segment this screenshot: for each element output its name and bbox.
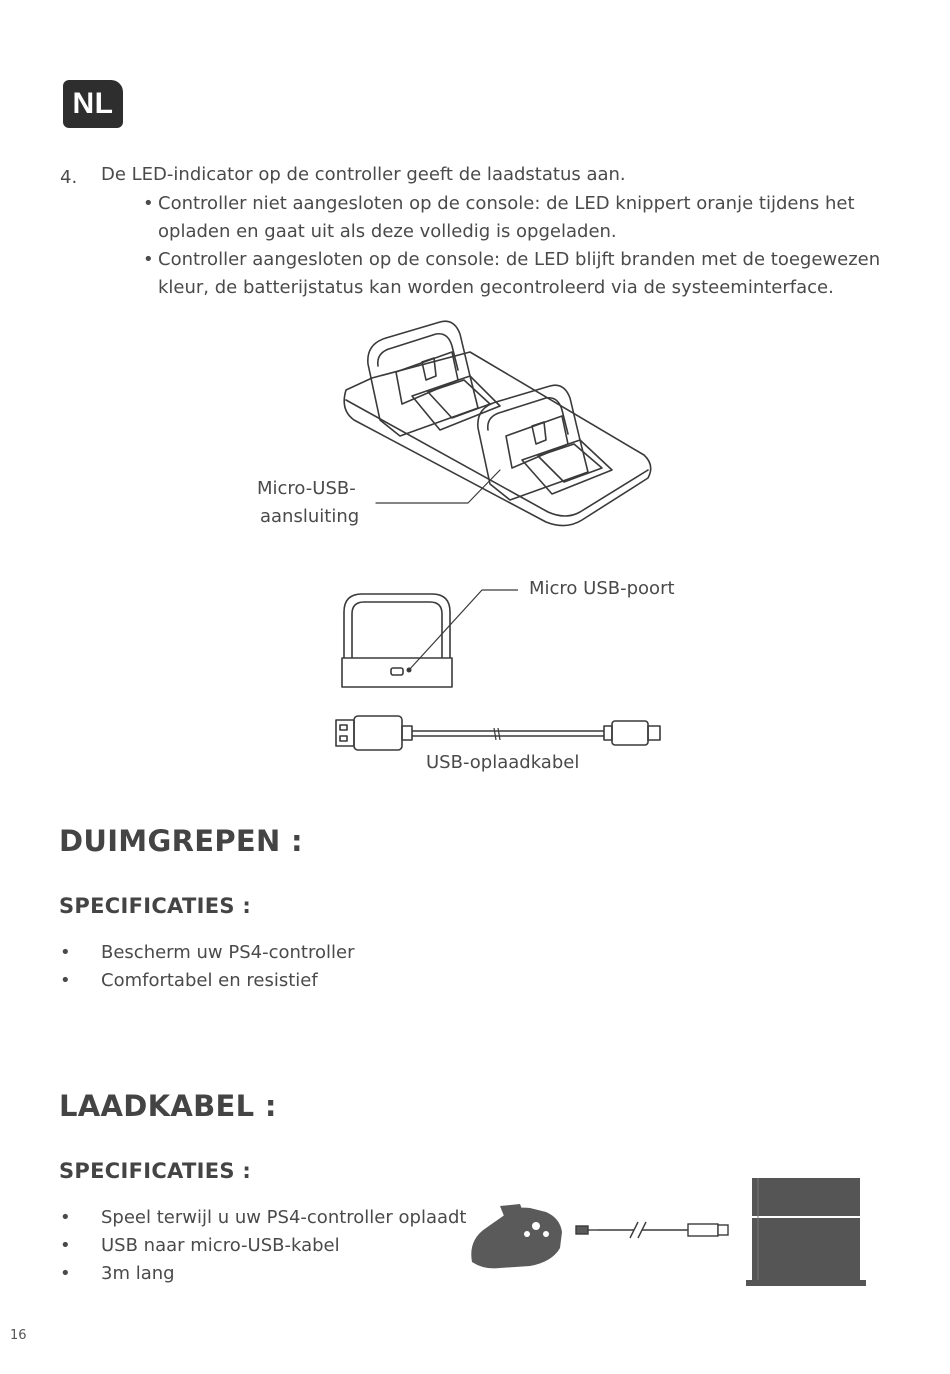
language-badge: NL bbox=[63, 80, 123, 128]
step-bullet-text: Controller aangesloten op de console: de LED blijft branden met de toegewezen kleur, de batterijstatus kan worden gecontroleerd via de systeeminterface. bbox=[158, 249, 881, 298]
bullet-dot: • bbox=[60, 1263, 71, 1284]
step-bullet-2 bbox=[143, 246, 913, 302]
section-title-thumb-grips: DUIMGREPEN : bbox=[59, 824, 303, 858]
bullet-dot: • bbox=[143, 249, 154, 270]
port-label: Micro USB-poort bbox=[529, 578, 675, 599]
step-number: 4. bbox=[60, 167, 78, 188]
connector-label-line2: aansluiting bbox=[260, 506, 360, 527]
spec-item: 3m lang bbox=[101, 1263, 175, 1284]
step-text: De LED-indicator op de controller geeft de laadstatus aan. bbox=[101, 164, 626, 185]
bullet-dot: • bbox=[143, 193, 154, 214]
spec-item: Speel terwijl u uw PS4-controller oplaadt bbox=[101, 1207, 467, 1228]
spec-item: USB naar micro-USB-kabel bbox=[101, 1235, 340, 1256]
bullet-dot: • bbox=[60, 970, 71, 991]
bullet-dot: • bbox=[60, 942, 71, 963]
step-bullet-text: Controller niet aangesloten op de console: de LED knippert oranje tijdens het opladen en gaat uit als deze volledig is opgeladen. bbox=[158, 193, 855, 242]
bullet-dot: • bbox=[60, 1235, 71, 1256]
section-title-charging-cable: LAADKABEL : bbox=[59, 1089, 277, 1123]
spec-item: Comfortabel en resistief bbox=[101, 970, 318, 991]
controller-icon bbox=[471, 1204, 562, 1268]
spec-item: Bescherm uw PS4-controller bbox=[101, 942, 355, 963]
section-subtitle-specs: SPECIFICATIES : bbox=[59, 894, 252, 918]
section-subtitle-specs: SPECIFICATIES : bbox=[59, 1159, 252, 1183]
connector-label-line1: Micro-USB- bbox=[257, 478, 356, 499]
console-icon bbox=[746, 1178, 866, 1286]
cable-label: USB-oplaadkabel bbox=[426, 752, 580, 773]
step-bullet-1 bbox=[143, 190, 913, 246]
bullet-dot: • bbox=[60, 1207, 71, 1228]
page-number: 16 bbox=[10, 1328, 27, 1343]
